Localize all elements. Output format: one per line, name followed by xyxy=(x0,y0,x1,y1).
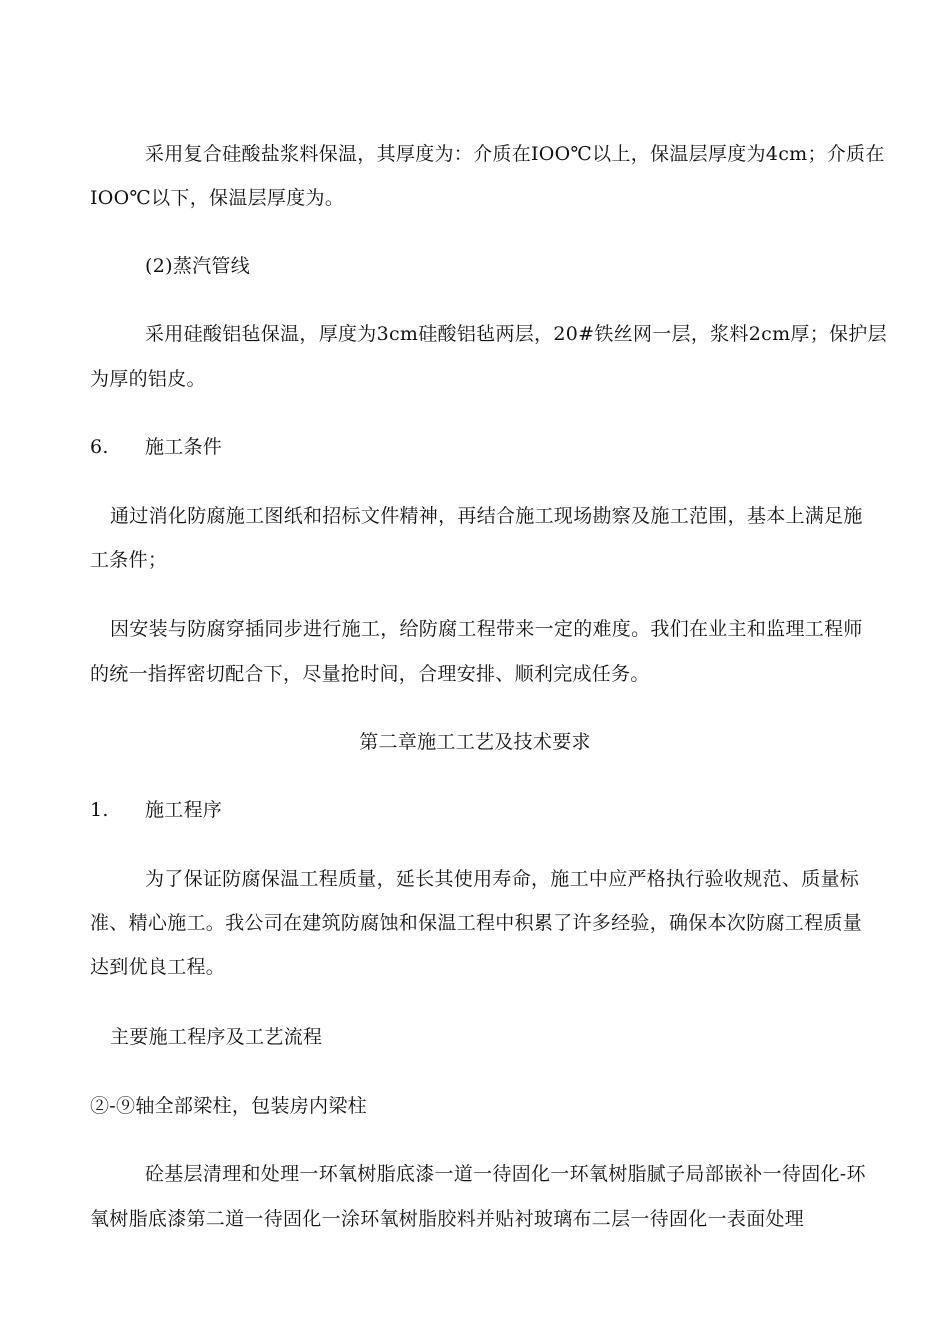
paragraph-line: 准、精心施工。我公司在建筑防腐蚀和保温工程中积累了许多经验，确保本次防腐工程质量 xyxy=(90,912,863,934)
paragraph-line: 为厚的铝皮。 xyxy=(90,368,206,390)
subheading-steam-pipeline: (2)蒸汽管线 xyxy=(145,255,251,277)
subheading-axis-beams: ②-⑨轴全部梁柱，包装房内梁柱 xyxy=(90,1095,367,1117)
paragraph-line: 采用复合硅酸盐浆料保温，其厚度为：介质在IOO℃以上，保温层厚度为4cm；介质在 xyxy=(145,143,885,165)
paragraph-line: IOO℃以下，保温层厚度为。 xyxy=(90,187,345,209)
subheading-main-procedure: 主要施工程序及工艺流程 xyxy=(110,1026,323,1048)
section-number: 1. xyxy=(90,799,109,821)
paragraph-line: 工条件； xyxy=(90,549,168,571)
section-title: 施工条件 xyxy=(145,436,223,458)
paragraph-line: 的统一指挥密切配合下，尽量抢时间，合理安排、顺利完成任务。 xyxy=(90,663,650,685)
section-number: 6. xyxy=(90,436,109,458)
section-heading-6 xyxy=(90,435,390,459)
paragraph-line: 砼基层清理和处理一环氧树脂底漆一道一待固化一环氧树脂腻子局部嵌补一待固化-环 xyxy=(145,1163,866,1185)
chapter-title: 第二章施工工艺及技术要求 xyxy=(359,731,591,753)
paragraph-line: 通过消化防腐施工图纸和招标文件精神，再结合施工现场勘察及施工范围，基本上满足施 xyxy=(110,505,863,527)
paragraph-line: 为了保证防腐保温工程质量，延长其使用寿命，施工中应严格执行验收规范、质量标 xyxy=(145,868,860,890)
paragraph-line: 因安装与防腐穿插同步进行施工，给防腐工程带来一定的难度。我们在业主和监理工程师 xyxy=(110,618,863,640)
paragraph-line: 采用硅酸铝毡保温，厚度为3cm硅酸铝毡两层，20#铁丝网一层，浆料2cm厚；保护层 xyxy=(145,323,887,345)
section-heading-1 xyxy=(90,798,390,822)
paragraph-line: 达到优良工程。 xyxy=(90,956,226,978)
paragraph-line: 氧树脂底漆第二道一待固化一涂环氧树脂胶料并贴衬玻璃布二层一待固化一表面处理 xyxy=(90,1208,805,1230)
section-title: 施工程序 xyxy=(145,799,223,821)
